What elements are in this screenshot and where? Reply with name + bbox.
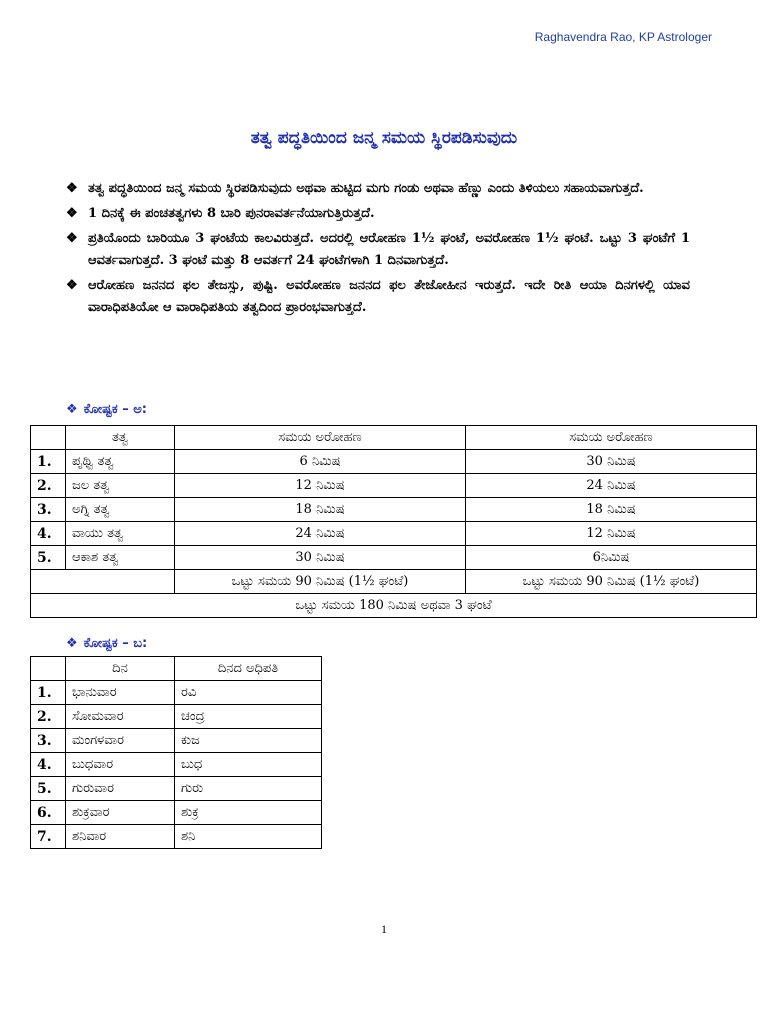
table-header-cell: ಸಮಯ ಅರೋಹಣ [466, 426, 757, 450]
subtotal-cell: ಒಟ್ಟು ಸಮಯ 90 ನಿಮಿಷ (1½ ಘಂಟೆ) [175, 570, 466, 594]
row-number: 5. [31, 777, 66, 801]
weekday-lord: ಶುಕ್ರ [175, 801, 322, 825]
time-cell: 30 ನಿಮಿಷ [466, 450, 757, 474]
bullet-item [66, 203, 690, 225]
time-cell: 12 ನಿಮಿಷ [175, 474, 466, 498]
row-number: 3. [31, 729, 66, 753]
weekday-lord: ರವಿ [175, 681, 322, 705]
table-row [31, 681, 322, 705]
weekday-name: ಸೋಮವಾರ [66, 705, 175, 729]
total-row [31, 594, 757, 618]
time-cell: 24 ನಿಮಿಷ [466, 474, 757, 498]
row-number: 4. [31, 522, 66, 546]
tattva-timing-table [30, 425, 757, 618]
table-row [31, 825, 322, 849]
row-number: 5. [31, 546, 66, 570]
tattva-name: ಅಗ್ನಿ ತತ್ವ [66, 498, 175, 522]
empty-cell [31, 570, 175, 594]
page-number: 1 [381, 922, 387, 936]
table-header-cell: ತತ್ವ [66, 426, 175, 450]
time-cell: 24 ನಿಮಿಷ [175, 522, 466, 546]
weekday-name: ಶನಿವಾರ [66, 825, 175, 849]
bullet-item [66, 275, 690, 319]
time-cell: 12 ನಿಮಿಷ [466, 522, 757, 546]
time-cell: 18 ನಿಮಿಷ [175, 498, 466, 522]
table-row [31, 705, 322, 729]
tattva-name: ಜಲ ತತ್ವ [66, 474, 175, 498]
table-row [31, 546, 757, 570]
weekday-name: ಭಾನುವಾರ [66, 681, 175, 705]
document-title: ತತ್ವ ಪದ್ಧತಿಯಿಂದ ಜನ್ಮ ಸಮಯ ಸ್ಥಿರಪಡಿಸುವುದು [250, 128, 518, 148]
table-row [31, 753, 322, 777]
diamond-bullet-icon: ❖ [66, 636, 78, 651]
table-a-label [66, 402, 147, 417]
table-row [31, 777, 322, 801]
row-number: 4. [31, 753, 66, 777]
row-number: 6. [31, 801, 66, 825]
diamond-bullet-icon: ❖ [66, 278, 78, 293]
row-number: 3. [31, 498, 66, 522]
bullet-item [66, 178, 690, 200]
weekday-lord: ಕುಜ [175, 729, 322, 753]
bullet-list [66, 178, 690, 322]
subtotal-cell: ಒಟ್ಟು ಸಮಯ 90 ನಿಮಿಷ (1½ ಘಂಟೆ) [466, 570, 757, 594]
table-header-cell: ಸಮಯ ಅರೋಹಣ [175, 426, 466, 450]
table-header-row [31, 657, 322, 681]
weekday-lord: ಬುಧ [175, 753, 322, 777]
table-b-label-text: ಕೋಷ್ಟಕ – ಬ: [83, 636, 148, 651]
bullet-item [66, 228, 690, 272]
weekday-lord: ಗುರು [175, 777, 322, 801]
table-row [31, 498, 757, 522]
table-b-label [66, 636, 147, 651]
table-row [31, 450, 757, 474]
row-number: 1. [31, 450, 66, 474]
weekday-name: ಮಂಗಳವಾರ [66, 729, 175, 753]
row-number: 7. [31, 825, 66, 849]
row-number: 2. [31, 705, 66, 729]
tattva-name: ಪೃಥ್ವಿ ತತ್ವ [66, 450, 175, 474]
table-row [31, 474, 757, 498]
weekday-lord-table [30, 656, 322, 849]
subtotal-row [31, 570, 757, 594]
table-a-label-text: ಕೋಷ್ಟಕ – ಅ: [83, 402, 148, 417]
bullet-text: ಆರೋಹಣ ಜನನದ ಫಲ ತೇಜಸ್ಸು, ಪುಷ್ಟಿ. ಅವರೋಹಣ ಜನನದ ಫಲ ತೇಜೋಹೀನ ಇರುತ್ತದೆ. ಇದೇ ರೀತಿ ಆಯಾ ದಿನಗಳಲ್ಲಿ ಯಾವ ವಾರಾಧಿಪತಿಯೋ ಆ ವಾರಾಧಿಪತಿಯ ತತ್ವದಿಂದ ಪ್ರಾರಂಭವಾಗುತ್ತದೆ. [88, 278, 690, 315]
diamond-bullet-icon: ❖ [66, 402, 78, 417]
weekday-lord: ಶನಿ [175, 825, 322, 849]
tattva-name: ಆಕಾಶ ತತ್ವ [66, 546, 175, 570]
weekday-name: ಬುಧವಾರ [66, 753, 175, 777]
table-header-cell: ದಿನ [66, 657, 175, 681]
weekday-name: ಗುರುವಾರ [66, 777, 175, 801]
time-cell: 18 ನಿಮಿಷ [466, 498, 757, 522]
diamond-bullet-icon: ❖ [66, 181, 78, 196]
page-header-author: Raghavendra Rao, KP Astrologer [534, 30, 712, 44]
bullet-text: 1 ದಿನಕ್ಕೆ ಈ ಪಂಚತತ್ವಗಳು 8 ಬಾರಿ ಪುನರಾವರ್ತನೆಯಾಗುತ್ತಿರುತ್ತದೆ. [88, 206, 375, 221]
table-header-cell [31, 426, 66, 450]
time-cell: 6ನಿಮಿಷ [466, 546, 757, 570]
tattva-name: ವಾಯು ತತ್ವ [66, 522, 175, 546]
weekday-name: ಶುಕ್ರವಾರ [66, 801, 175, 825]
total-cell: ಒಟ್ಟು ಸಮಯ 180 ನಿಮಿಷ ಅಥವಾ 3 ಘಂಟೆ [31, 594, 757, 618]
diamond-bullet-icon: ❖ [66, 206, 78, 221]
table-header-cell: ದಿನದ ಅಧಿಪತಿ [175, 657, 322, 681]
time-cell: 30 ನಿಮಿಷ [175, 546, 466, 570]
table-row [31, 522, 757, 546]
bullet-text: ಪ್ರತಿಯೊಂದು ಬಾರಿಯೂ 3 ಘಂಟೆಯ ಕಾಲವಿರುತ್ತದೆ. ಅದರಲ್ಲಿ ಆರೋಹಣ 1½ ಘಂಟೆ, ಅವರೋಹಣ 1½ ಘಂಟೆ. ಒಟ್ಟು 3 ಘಂಟೆಗೆ 1 ಆವರ್ತವಾಗುತ್ತದೆ. 3 ಘಂಟೆ ಮತ್ತು 8 ಆವರ್ತಗೆ 24 ಘಂಟೆಗಳಾಗಿ 1 ದಿನವಾಗುತ್ತದೆ. [88, 231, 690, 268]
weekday-lord: ಚಂದ್ರ [175, 705, 322, 729]
bullet-text: ತತ್ವ ಪದ್ಧತಿಯಿಂದ ಜನ್ಮ ಸಮಯ ಸ್ಥಿರಪಡಿಸುವುದು ಅಥವಾ ಹುಟ್ಟಿದ ಮಗು ಗಂಡು ಅಥವಾ ಹೆಣ್ಣು ಎಂದು ತಿಳಿಯಲು ಸಹಾಯವಾಗುತ್ತದೆ. [88, 181, 644, 196]
table-row [31, 801, 322, 825]
table-header-cell [31, 657, 66, 681]
table-row [31, 729, 322, 753]
row-number: 2. [31, 474, 66, 498]
diamond-bullet-icon: ❖ [66, 231, 78, 246]
row-number: 1. [31, 681, 66, 705]
time-cell: 6 ನಿಮಿಷ [175, 450, 466, 474]
table-header-row [31, 426, 757, 450]
